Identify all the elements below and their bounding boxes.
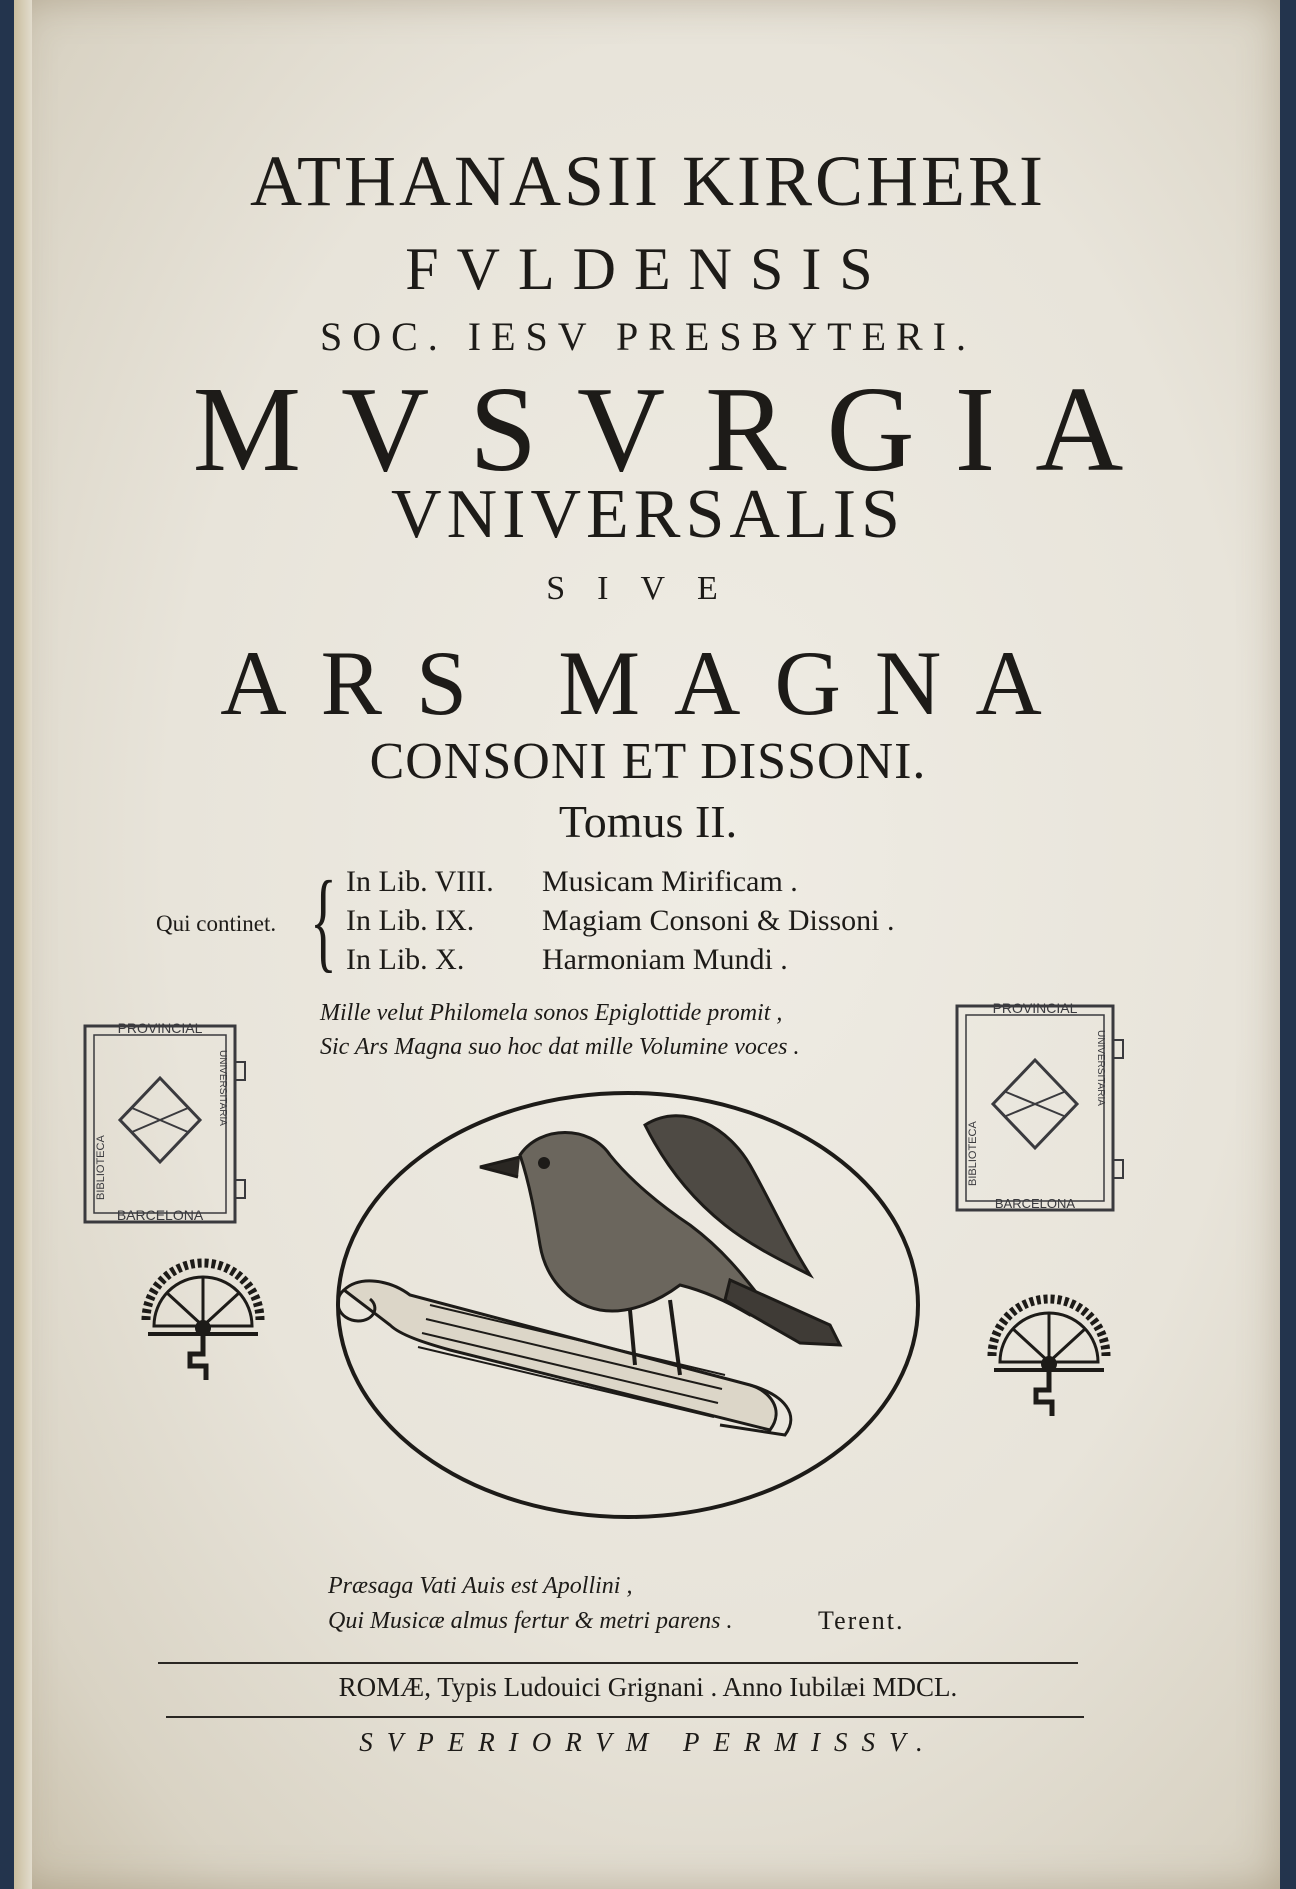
motto-top-line-2: Sic Ars Magna suo hoc dat mille Volumine voces . (320, 1034, 800, 1060)
permission-line: SVPERIORVM PERMISSV. (359, 1727, 937, 1757)
library-stamp-left (82, 1020, 252, 1230)
stamp-text: BIBLIOTECA (967, 1121, 979, 1186)
book-number: In Lib. X. (346, 943, 465, 976)
book-topic: Harmoniam Mundi . (542, 943, 788, 976)
library-stamp-right (954, 1000, 1144, 1216)
stamp-text: PROVINCIAL (117, 1020, 203, 1036)
book-number: In Lib. IX. (346, 904, 475, 937)
conjunction-line: SIVE (546, 570, 750, 607)
stamp-text: UNIVERSITARIA (1095, 1030, 1106, 1106)
imprint-line: ROMÆ, Typis Ludouici Grignani . Anno Iubilæi MDCL. (338, 1672, 958, 1702)
wheel-ornament-right (984, 1298, 1114, 1428)
stamp-text: PROVINCIAL (992, 1000, 1078, 1016)
rule-bottom (166, 1716, 1084, 1718)
origin-line: FVLDENSIS (405, 236, 891, 302)
contents-row (346, 865, 798, 899)
wheel-ornament-left (138, 1262, 268, 1392)
stamp-text: BARCELONA (116, 1207, 204, 1223)
motto-attribution: Terent. (818, 1606, 905, 1635)
contents-label: Qui continet. (156, 911, 277, 936)
contents-row (346, 943, 788, 977)
title-line-1: MVSVRGIA (192, 362, 1164, 497)
book-topic: Musicam Mirificam . (542, 865, 798, 898)
bird-scroll-emblem (330, 1085, 926, 1525)
stamp-text: BIBLIOTECA (95, 1135, 107, 1200)
motto-bottom-line-1: Præsaga Vati Auis est Apollini , (328, 1573, 633, 1599)
author-line: ATHANASII KIRCHERI (250, 141, 1046, 221)
stamp-text: UNIVERSITARIA (217, 1050, 228, 1126)
subtitle-line-1: ARS MAGNA (220, 632, 1076, 734)
motto-top-line-1: Mille velut Philomela sonos Epiglottide promit , (320, 1000, 783, 1026)
stamp-text: BARCELONA (994, 1196, 1076, 1211)
subtitle-line-2: CONSONI ET DISSONI. (369, 733, 927, 790)
order-line: SOC. IESV PRESBYTERI. (319, 314, 976, 359)
book-number: In Lib. VIII. (346, 865, 494, 898)
title-line-2: VNIVERSALIS (391, 476, 905, 553)
rule-top (158, 1662, 1078, 1664)
brace-icon: { (310, 859, 337, 983)
book-topic: Magiam Consoni & Dissoni . (542, 904, 895, 937)
motto-bottom-line-2: Qui Musicæ almus fertur & metri parens . (328, 1608, 733, 1634)
contents-row (346, 904, 895, 938)
contents-block (150, 859, 1050, 985)
volume-line: Tomus II. (558, 796, 738, 847)
